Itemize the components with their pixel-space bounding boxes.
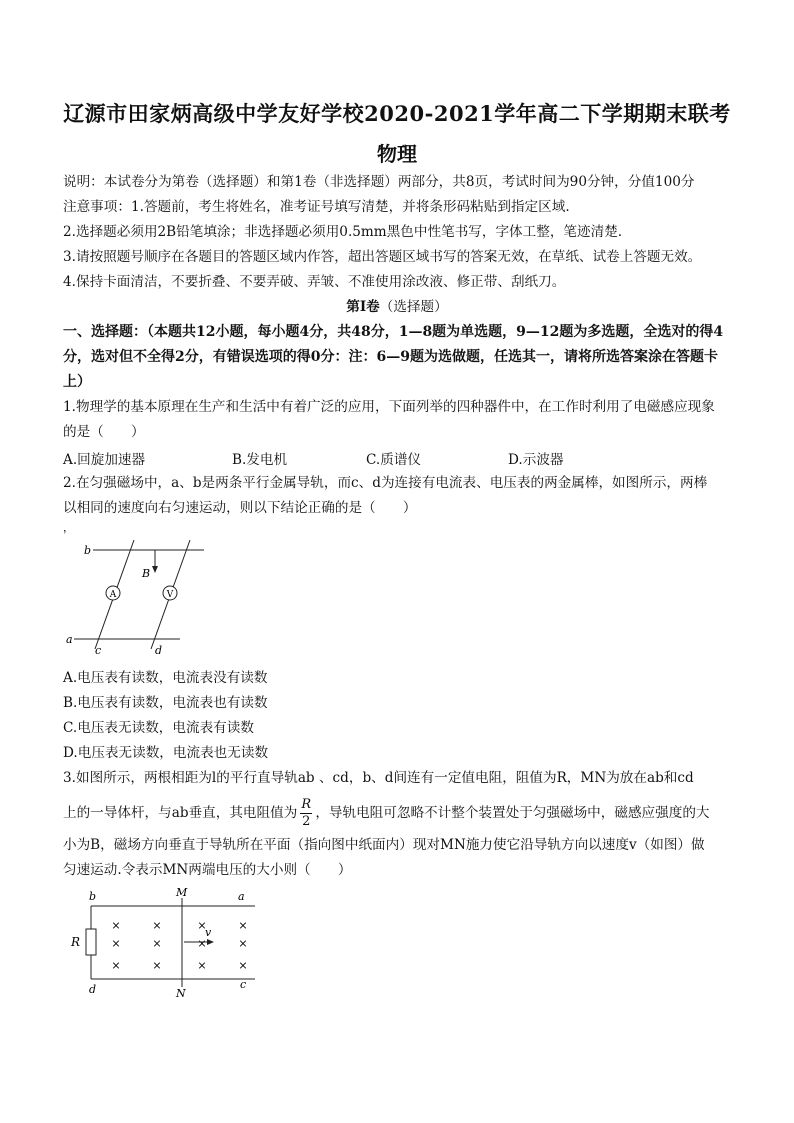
- label-c: c: [95, 644, 102, 657]
- q1-stem-1: 1.物理学的基本原理在生产和生活中有着广泛的应用，下面列举的四种器件中，在工作时利用了电磁感应现象: [63, 399, 715, 415]
- resistance-fraction: [300, 798, 312, 829]
- section-title-sub: （选择题）: [379, 299, 448, 315]
- q2-mark: ，: [63, 521, 74, 534]
- notes-line-2: 注意事项：1.答题前，考生将姓名，准考证号填写清楚，并将条形码粘贴到指定区域.: [63, 199, 570, 215]
- label-a: a: [238, 890, 245, 903]
- label-b: b: [89, 890, 97, 903]
- label-d: d: [155, 644, 163, 657]
- q2-option-b: B.电压表有读数，电流表也有读数: [63, 695, 268, 711]
- field-cross: ×: [238, 919, 248, 932]
- q2-option-d: D.电压表无读数，电流表也无读数: [63, 745, 269, 761]
- field-arrow-icon: [152, 566, 158, 573]
- section-title-main: 第Ⅰ卷: [346, 299, 380, 315]
- exam-subject: 物理: [377, 142, 417, 166]
- q3-stem-4: 匀速运动.令表示MN两端电压的大小则（ ）: [63, 862, 352, 878]
- q3-figure: [68, 884, 258, 999]
- label-c: c: [240, 978, 247, 991]
- field-cross: ×: [111, 937, 121, 950]
- field-cross: ×: [238, 959, 248, 972]
- notes-line-4: 3.请按照题号顺序在各题目的答题区域内作答，超出答题区域书写的答案无效，在草纸、试卷上答题无效。: [63, 249, 702, 265]
- notes-line-3: 2.选择题必须用2B铅笔填涂；非选择题必须用0.5mm黑色中性笔书写，字体工整，笔迹清楚.: [63, 224, 623, 240]
- label-b: b: [84, 544, 92, 557]
- q3-stem-1: 3.如图所示，两根相距为l的平行直导轨ab 、cd，b、d间连有一定值电阻，阻值为R，MN为放在ab和cd: [63, 770, 694, 786]
- fraction-denominator: 2: [302, 814, 311, 829]
- field-cross: ×: [197, 937, 207, 950]
- label-m: M: [176, 886, 188, 899]
- field-cross: ×: [152, 937, 162, 950]
- q2-stem-1: 2.在匀强磁场中，a、b是两条平行金属导轨，而c、d为连接有电流表、电压表的两金属棒，如图所示，两棒: [63, 475, 708, 491]
- resistor-icon: [86, 929, 96, 955]
- field-cross: ×: [111, 959, 121, 972]
- q3-stem-3: 小为B，磁场方向垂直于导轨所在平面（指向图中纸面内）现对MN施力使它沿导轨方向以速度v（如图）做: [63, 837, 705, 853]
- q1-option-a: A.回旋加速器: [63, 452, 146, 468]
- field-cross: ×: [152, 959, 162, 972]
- exam-title: 辽源市田家炳高级中学友好学校2020-2021学年高二下学期期末联考: [63, 101, 731, 126]
- voltmeter-label: V: [166, 590, 174, 600]
- q3-stem-2: [63, 797, 710, 829]
- q3-stem-2b: ，导轨电阻可忽略不计整个装置处于匀强磁场中，磁感应强度的大: [315, 805, 710, 821]
- field-cross: ×: [111, 919, 121, 932]
- q1-option-b: B.发电机: [232, 452, 288, 468]
- q2-figure: [62, 536, 212, 656]
- notes-line-5: 4.保持卡面清洁，不要折叠、不要弄破、弄皱、不准使用涂改液、修正带、刮纸刀。: [63, 274, 566, 290]
- section-instructions-3: 上）: [63, 374, 91, 390]
- velocity-arrow-icon: [207, 939, 214, 945]
- q2-stem-2: 以相同的速度向右匀速运动，则以下结论正确的是（ ）: [63, 500, 417, 516]
- field-cross: ×: [197, 959, 207, 972]
- label-a: a: [66, 633, 73, 646]
- field-cross: ×: [152, 919, 162, 932]
- q2-option-a: A.电压表有读数，电流表没有读数: [63, 670, 268, 686]
- velocity-label: v: [205, 926, 212, 939]
- q1-stem-2: 的是（ ）: [63, 424, 145, 440]
- label-r: R: [71, 935, 81, 949]
- section-instructions-2: 分，选对但不全得2分，有错误选项的得0分：注：6—9题为选做题，任选其一，请将所选答案涂在答题卡: [63, 349, 718, 365]
- q1-option-d: D.示波器: [508, 452, 564, 468]
- section-instructions-1: 一、选择题：（本题共12小题，每小题4分，共48分，1—8题为单选题，9—12题为多选题，全选对的得4: [63, 324, 724, 340]
- q2-option-c: C.电压表无读数，电流表有读数: [63, 720, 254, 736]
- field-label: B: [142, 567, 151, 580]
- field-cross: ×: [197, 919, 207, 932]
- field-cross: ×: [238, 937, 248, 950]
- q3-stem-2a: 上的一导体杆，与ab垂直，其电阻值为: [63, 805, 298, 821]
- fraction-numerator: R: [301, 797, 312, 812]
- q1-option-c: C.质谱仪: [366, 452, 422, 468]
- notes-line-1: 说明：本试卷分为第卷（选择题）和第1卷（非选择题）两部分，共8页，考试时间为90分钟，分值100分: [63, 174, 695, 190]
- label-n: N: [176, 987, 186, 1000]
- section-title: [0, 297, 794, 317]
- ammeter-label: A: [109, 590, 117, 600]
- label-d: d: [89, 983, 97, 996]
